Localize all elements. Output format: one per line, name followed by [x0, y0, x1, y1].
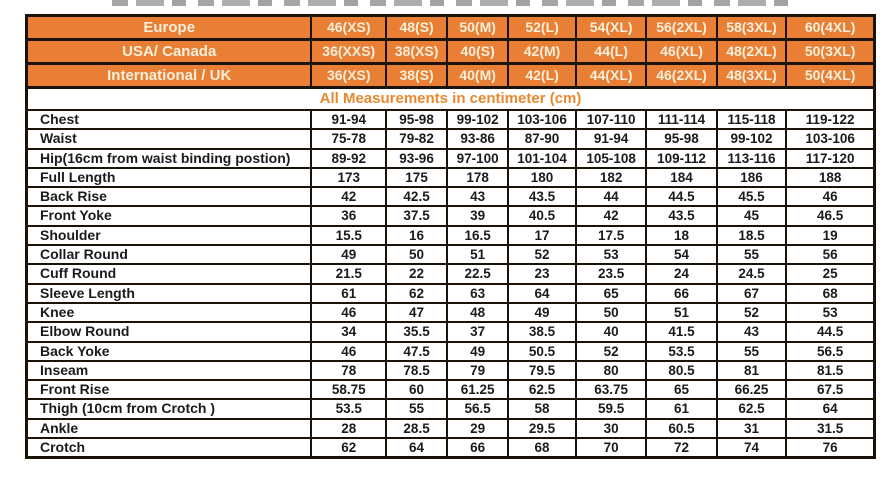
measurement-value: 81: [717, 361, 787, 380]
measurement-value: 29.5: [508, 419, 576, 438]
size-cell: 38(S): [386, 64, 447, 88]
measurement-value: 42.5: [386, 187, 447, 206]
measurement-value: 53: [786, 303, 874, 322]
measurement-value: 81.5: [786, 361, 874, 380]
measurement-value: 40.5: [508, 206, 576, 225]
measurement-value: 67.5: [786, 380, 874, 399]
measurement-label: Sleeve Length: [27, 284, 312, 303]
measurement-value: 51: [646, 303, 716, 322]
size-cell: 44(L): [576, 40, 646, 64]
measurement-value: 66: [646, 284, 716, 303]
measurement-value: 70: [576, 438, 646, 458]
measurement-value: 79-82: [386, 129, 447, 148]
measurement-value: 16.5: [447, 226, 508, 245]
measurement-row: [27, 245, 875, 264]
measurement-value: 79.5: [508, 361, 576, 380]
measurement-value: 95-98: [386, 110, 447, 129]
measurement-value: 21.5: [311, 264, 386, 283]
measurement-value: 49: [447, 342, 508, 361]
measurement-value: 65: [576, 284, 646, 303]
measurement-value: 54: [646, 245, 716, 264]
measurement-value: 22: [386, 264, 447, 283]
measurement-value: 64: [786, 399, 874, 418]
measurement-value: 16: [386, 226, 447, 245]
measurement-label: Ankle: [27, 419, 312, 438]
measurement-value: 56.5: [447, 399, 508, 418]
measurement-row: [27, 342, 875, 361]
measurement-value: 46: [786, 187, 874, 206]
measurement-value: 50: [576, 303, 646, 322]
measurement-value: 63.75: [576, 380, 646, 399]
measurement-value: 47.5: [386, 342, 447, 361]
measurement-label: Waist: [27, 129, 312, 148]
size-cell: 38(XS): [386, 40, 447, 64]
measurement-label: Crotch: [27, 438, 312, 458]
measurement-row: [27, 129, 875, 148]
measurement-label: Shoulder: [27, 226, 312, 245]
measurement-label: Cuff Round: [27, 264, 312, 283]
measurement-value: 31.5: [786, 419, 874, 438]
size-cell: 48(2XL): [717, 40, 787, 64]
measurement-value: 107-110: [576, 110, 646, 129]
measurement-value: 93-86: [447, 129, 508, 148]
measurement-value: 24: [646, 264, 716, 283]
measurement-value: 41.5: [646, 322, 716, 341]
measurement-value: 44: [576, 187, 646, 206]
size-cell: 56(2XL): [646, 16, 716, 40]
measurement-value: 45: [717, 206, 787, 225]
measurement-value: 175: [386, 168, 447, 187]
measurement-value: 22.5: [447, 264, 508, 283]
measurement-label: Inseam: [27, 361, 312, 380]
measurement-value: 58: [508, 399, 576, 418]
measurement-value: 46.5: [786, 206, 874, 225]
measurement-value: 48: [447, 303, 508, 322]
measurement-value: 45.5: [717, 187, 787, 206]
measurement-value: 34: [311, 322, 386, 341]
measurement-value: 53: [576, 245, 646, 264]
measurement-value: 68: [786, 284, 874, 303]
measurement-value: 61: [311, 284, 386, 303]
measurement-value: 23: [508, 264, 576, 283]
measurement-value: 61: [646, 399, 716, 418]
measurement-value: 37: [447, 322, 508, 341]
measurement-value: 38.5: [508, 322, 576, 341]
measurement-value: 36: [311, 206, 386, 225]
size-cell: 50(4XL): [786, 64, 874, 88]
measurement-value: 42: [311, 187, 386, 206]
region-label: International / UK: [27, 64, 312, 88]
measurement-value: 23.5: [576, 264, 646, 283]
measurement-row: [27, 438, 875, 458]
measurement-row: [27, 361, 875, 380]
measurement-value: 178: [447, 168, 508, 187]
measurement-row: [27, 110, 875, 129]
measurement-value: 46: [311, 303, 386, 322]
measurement-value: 55: [386, 399, 447, 418]
measurement-value: 91-94: [311, 110, 386, 129]
measurement-value: 29: [447, 419, 508, 438]
size-cell: 44(XL): [576, 64, 646, 88]
measurement-value: 95-98: [646, 129, 716, 148]
measurement-value: 56.5: [786, 342, 874, 361]
measurement-value: 61.25: [447, 380, 508, 399]
measurement-label: Hip(16cm from waist binding postion): [27, 149, 312, 168]
measurement-label: Collar Round: [27, 245, 312, 264]
measurement-value: 80.5: [646, 361, 716, 380]
measurement-value: 109-112: [646, 149, 716, 168]
size-cell: 40(M): [447, 64, 508, 88]
size-cell: 36(XS): [311, 64, 386, 88]
measurement-value: 53.5: [311, 399, 386, 418]
measurement-value: 58.75: [311, 380, 386, 399]
measurement-value: 87-90: [508, 129, 576, 148]
measurement-row: [27, 206, 875, 225]
measurement-value: 111-114: [646, 110, 716, 129]
clipped-title-strip: [112, 0, 788, 6]
measurement-value: 75-78: [311, 129, 386, 148]
measurement-value: 49: [508, 303, 576, 322]
size-cell: 46(2XL): [646, 64, 716, 88]
measurement-value: 18.5: [717, 226, 787, 245]
measurement-value: 93-96: [386, 149, 447, 168]
size-cell: 40(S): [447, 40, 508, 64]
size-cell: 48(S): [386, 16, 447, 40]
measurement-value: 43.5: [508, 187, 576, 206]
size-cell: 54(XL): [576, 16, 646, 40]
measurement-row: [27, 149, 875, 168]
measurement-value: 40: [576, 322, 646, 341]
measurement-value: 103-106: [786, 129, 874, 148]
size-cell: 50(M): [447, 16, 508, 40]
measurement-label: Knee: [27, 303, 312, 322]
measurement-value: 50.5: [508, 342, 576, 361]
measurement-value: 55: [717, 245, 787, 264]
measurement-value: 97-100: [447, 149, 508, 168]
measurement-value: 78.5: [386, 361, 447, 380]
measurement-value: 66: [447, 438, 508, 458]
measurement-value: 63: [447, 284, 508, 303]
measurement-value: 113-116: [717, 149, 787, 168]
measurement-value: 50: [386, 245, 447, 264]
measurement-value: 80: [576, 361, 646, 380]
measurement-label: Front Yoke: [27, 206, 312, 225]
measurement-row: [27, 264, 875, 283]
measurement-label: Back Rise: [27, 187, 312, 206]
measurement-value: 39: [447, 206, 508, 225]
measurement-row: [27, 399, 875, 418]
measurement-value: 46: [311, 342, 386, 361]
measurement-value: 103-106: [508, 110, 576, 129]
measurement-label: Back Yoke: [27, 342, 312, 361]
size-cell: 42(M): [508, 40, 576, 64]
measurement-value: 119-122: [786, 110, 874, 129]
measurement-value: 52: [717, 303, 787, 322]
measurement-value: 42: [576, 206, 646, 225]
size-cell: 52(L): [508, 16, 576, 40]
measurement-value: 64: [508, 284, 576, 303]
measurement-row: [27, 187, 875, 206]
size-cell: 50(3XL): [786, 40, 874, 64]
measurement-value: 76: [786, 438, 874, 458]
measurement-value: 62: [311, 438, 386, 458]
measurement-value: 99-102: [447, 110, 508, 129]
measurement-value: 60.5: [646, 419, 716, 438]
measurement-value: 28.5: [386, 419, 447, 438]
measurement-value: 43.5: [646, 206, 716, 225]
measurement-value: 180: [508, 168, 576, 187]
measurement-value: 17.5: [576, 226, 646, 245]
measurement-value: 105-108: [576, 149, 646, 168]
measurement-label: Chest: [27, 110, 312, 129]
measurement-value: 62.5: [717, 399, 787, 418]
measurement-value: 115-118: [717, 110, 787, 129]
size-chart-table: [25, 14, 876, 459]
measurement-value: 35.5: [386, 322, 447, 341]
measurement-value: 44.5: [646, 187, 716, 206]
region-label: Europe: [27, 16, 312, 40]
measurement-value: 67: [717, 284, 787, 303]
measurement-value: 43: [447, 187, 508, 206]
measurement-value: 44.5: [786, 322, 874, 341]
measurement-value: 49: [311, 245, 386, 264]
size-cell: 42(L): [508, 64, 576, 88]
measurement-value: 53.5: [646, 342, 716, 361]
measurement-value: 62.5: [508, 380, 576, 399]
measurement-value: 31: [717, 419, 787, 438]
measurement-value: 91-94: [576, 129, 646, 148]
measurement-value: 30: [576, 419, 646, 438]
measurement-label: Full Length: [27, 168, 312, 187]
unit-note: All Measurements in centimeter (cm): [27, 88, 875, 111]
measurement-value: 60: [386, 380, 447, 399]
measurement-value: 43: [717, 322, 787, 341]
measurement-value: 173: [311, 168, 386, 187]
measurement-value: 59.5: [576, 399, 646, 418]
measurement-row: [27, 322, 875, 341]
measurement-row: [27, 419, 875, 438]
measurement-value: 51: [447, 245, 508, 264]
measurement-value: 56: [786, 245, 874, 264]
size-cell: 46(XS): [311, 16, 386, 40]
header-row: [27, 16, 875, 40]
measurement-value: 74: [717, 438, 787, 458]
measurement-value: 182: [576, 168, 646, 187]
measurement-row: [27, 226, 875, 245]
measurement-value: 101-104: [508, 149, 576, 168]
measurement-value: 184: [646, 168, 716, 187]
measurement-row: [27, 168, 875, 187]
measurement-value: 52: [508, 245, 576, 264]
measurement-value: 89-92: [311, 149, 386, 168]
size-cell: 58(3XL): [717, 16, 787, 40]
size-cell: 36(XXS): [311, 40, 386, 64]
measurement-label: Front Rise: [27, 380, 312, 399]
measurement-value: 117-120: [786, 149, 874, 168]
measurement-value: 17: [508, 226, 576, 245]
measurement-value: 25: [786, 264, 874, 283]
measurement-value: 68: [508, 438, 576, 458]
measurement-value: 55: [717, 342, 787, 361]
unit-row: [27, 88, 875, 111]
size-cell: 48(3XL): [717, 64, 787, 88]
measurement-value: 64: [386, 438, 447, 458]
measurement-value: 72: [646, 438, 716, 458]
measurement-value: 18: [646, 226, 716, 245]
measurement-row: [27, 284, 875, 303]
size-cell: 60(4XL): [786, 16, 874, 40]
measurement-value: 52: [576, 342, 646, 361]
measurement-label: Elbow Round: [27, 322, 312, 341]
measurement-value: 65: [646, 380, 716, 399]
measurement-value: 47: [386, 303, 447, 322]
measurement-value: 62: [386, 284, 447, 303]
measurement-value: 24.5: [717, 264, 787, 283]
measurement-value: 78: [311, 361, 386, 380]
measurement-row: [27, 303, 875, 322]
measurement-row: [27, 380, 875, 399]
measurement-label: Thigh (10cm from Crotch ): [27, 399, 312, 418]
size-cell: 46(XL): [646, 40, 716, 64]
measurement-value: 28: [311, 419, 386, 438]
measurement-value: 19: [786, 226, 874, 245]
header-row: [27, 64, 875, 88]
measurement-value: 66.25: [717, 380, 787, 399]
header-row: [27, 40, 875, 64]
measurement-value: 186: [717, 168, 787, 187]
measurement-value: 37.5: [386, 206, 447, 225]
size-chart-body: [27, 16, 875, 458]
measurement-value: 79: [447, 361, 508, 380]
measurement-value: 188: [786, 168, 874, 187]
measurement-value: 15.5: [311, 226, 386, 245]
measurement-value: 99-102: [717, 129, 787, 148]
region-label: USA/ Canada: [27, 40, 312, 64]
